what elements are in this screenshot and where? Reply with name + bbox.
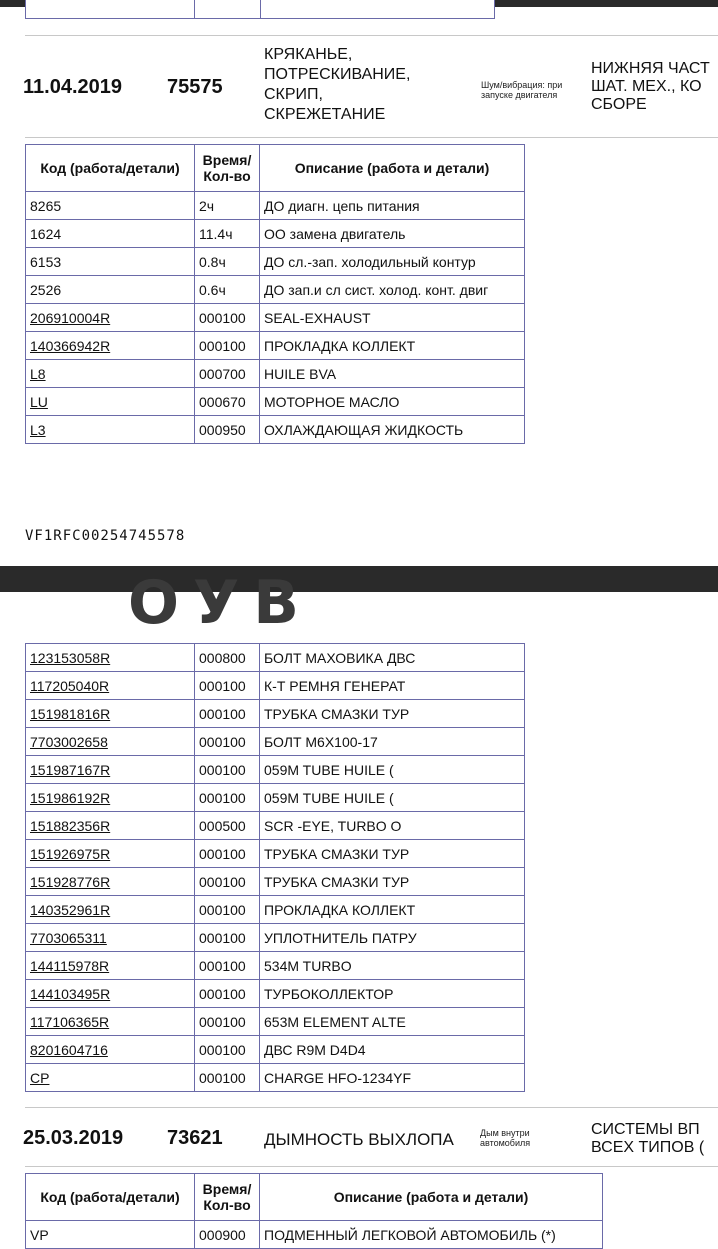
table-row xyxy=(26,304,525,332)
row-qty: 000100 xyxy=(195,728,260,756)
table-row xyxy=(26,388,525,416)
part-code-link[interactable]: 144115978R xyxy=(30,957,110,974)
row-desc: SEAL-EXHAUST xyxy=(260,304,525,332)
entry-system: НИЖНЯЯ ЧАСТ ШАТ. МЕХ., КО СБОРЕ xyxy=(591,60,710,113)
row-qty: 000500 xyxy=(195,812,260,840)
table-row xyxy=(26,192,525,220)
row-desc: ТРУБКА СМАЗКИ ТУР xyxy=(260,868,525,896)
row-qty: 000100 xyxy=(195,952,260,980)
row-desc: SCR -EYE, TURBO O xyxy=(260,812,525,840)
row-desc: ПОДМЕННЫЙ ЛЕГКОВОЙ АВТОМОБИЛЬ (*) xyxy=(260,1221,603,1249)
table-row xyxy=(26,1064,525,1092)
part-code-link[interactable]: 151987167R xyxy=(30,761,111,778)
part-code-link[interactable]: 206910004R xyxy=(30,309,111,326)
table-row xyxy=(26,1221,603,1249)
table-row xyxy=(26,644,525,672)
row-qty: 000700 xyxy=(195,360,260,388)
row-code: 8265 xyxy=(26,192,195,220)
row-qty: 0.8ч xyxy=(195,248,260,276)
vin-number: VF1RFC00254745578 xyxy=(25,528,186,544)
table-row xyxy=(26,1008,525,1036)
table-row xyxy=(26,868,525,896)
row-desc: ПРОКЛАДКА КОЛЛЕКТ xyxy=(260,896,525,924)
table-row xyxy=(26,416,525,444)
part-code-link[interactable]: 151926975R xyxy=(30,845,111,862)
row-qty: 000900 xyxy=(195,1221,260,1249)
part-code-link[interactable]: 7703065311 xyxy=(30,929,107,946)
table-row xyxy=(26,1036,525,1064)
entry-date: 25.03.2019 xyxy=(23,1127,124,1149)
part-code-link[interactable]: 140352961R xyxy=(30,901,111,918)
row-desc: 059M TUBE HUILE ( xyxy=(260,784,525,812)
table-row xyxy=(26,248,525,276)
table-row xyxy=(26,924,525,952)
row-qty: 000100 xyxy=(195,672,260,700)
table-row xyxy=(26,276,525,304)
row-code: VP xyxy=(26,1221,195,1249)
part-code-link[interactable]: L3 xyxy=(30,421,46,438)
col-header-time: Время/ Кол-во xyxy=(195,1174,260,1221)
row-qty: 000100 xyxy=(195,1008,260,1036)
table-row xyxy=(26,952,525,980)
row-qty: 000100 xyxy=(195,980,260,1008)
entry-system: СИСТЕМЫ ВП ВСЕХ ТИПОВ ( xyxy=(591,1121,705,1156)
part-code-link[interactable]: LU xyxy=(30,393,48,410)
part-code-link[interactable]: 151986192R xyxy=(30,789,111,806)
parts-table xyxy=(25,144,525,444)
row-desc: БОЛТ МАХОВИКА ДВС xyxy=(260,644,525,672)
row-desc: ПРОКЛАДКА КОЛЛЕКТ xyxy=(260,332,525,360)
col-header-code: Код (работа/детали) xyxy=(26,145,195,192)
entry-number: 75575 xyxy=(167,76,223,98)
part-code-link[interactable]: 140366942R xyxy=(30,337,111,354)
parts-table xyxy=(25,1173,603,1249)
row-desc: БОЛТ М6Х100-17 xyxy=(260,728,525,756)
parts-table-continued xyxy=(25,643,525,1092)
separator xyxy=(25,1107,718,1108)
table-row xyxy=(26,728,525,756)
row-desc: УПЛОТНИТЕЛЬ ПАТРУ xyxy=(260,924,525,952)
watermark: ОУВ xyxy=(128,568,313,638)
row-qty: 000100 xyxy=(195,1064,260,1092)
table-row xyxy=(26,756,525,784)
part-code-link[interactable]: 151981816R xyxy=(30,705,111,722)
row-desc: 653M ELEMENT ALTE xyxy=(260,1008,525,1036)
part-code-link[interactable]: 151882356R xyxy=(30,817,111,834)
separator xyxy=(25,137,718,138)
table-row xyxy=(26,672,525,700)
table-row xyxy=(26,840,525,868)
row-qty: 000950 xyxy=(195,416,260,444)
row-desc: 534M TURBO xyxy=(260,952,525,980)
row-qty: 000100 xyxy=(195,1036,260,1064)
row-qty: 000100 xyxy=(195,868,260,896)
row-qty: 11.4ч xyxy=(195,220,260,248)
row-desc: ТРУБКА СМАЗКИ ТУР xyxy=(260,840,525,868)
col-header-code: Код (работа/детали) xyxy=(26,1174,195,1221)
part-code-link[interactable]: 7703002658 xyxy=(30,733,108,750)
row-code: 6153 xyxy=(26,248,195,276)
entry-note: Шум/вибрация: при запуске двигателя xyxy=(481,80,563,100)
row-desc: 059M TUBE HUILE ( xyxy=(260,756,525,784)
row-desc: ОХЛАЖДАЮЩАЯ ЖИДКОСТЬ xyxy=(260,416,525,444)
row-desc: ОО замена двигатель xyxy=(260,220,525,248)
row-code: 2526 xyxy=(26,276,195,304)
row-qty: 000100 xyxy=(195,756,260,784)
row-qty: 000100 xyxy=(195,896,260,924)
row-desc: ТУРБОКОЛЛЕКТОР xyxy=(260,980,525,1008)
row-qty: 000670 xyxy=(195,388,260,416)
table-row xyxy=(26,784,525,812)
row-qty: 000100 xyxy=(195,332,260,360)
part-code-link[interactable]: 151928776R xyxy=(30,873,111,890)
row-desc: ДО сл.-зап. холодильный контур xyxy=(260,248,525,276)
previous-table-fragment xyxy=(25,0,495,19)
part-code-link[interactable]: 123153058R xyxy=(30,649,111,666)
separator xyxy=(25,1166,718,1167)
page-divider xyxy=(0,566,718,638)
part-code-link[interactable]: 8201604716 xyxy=(30,1041,108,1058)
part-code-link[interactable]: 117106365R xyxy=(30,1013,110,1030)
part-code-link[interactable]: L8 xyxy=(30,365,46,382)
entry-date: 11.04.2019 xyxy=(23,76,122,98)
row-qty: 000800 xyxy=(195,644,260,672)
part-code-link[interactable]: 117205040R xyxy=(30,677,110,694)
separator xyxy=(25,35,718,36)
row-desc: ДО диагн. цепь питания xyxy=(260,192,525,220)
part-code-link[interactable]: CP xyxy=(30,1069,50,1086)
col-header-desc: Описание (работа и детали) xyxy=(260,1174,603,1221)
row-qty: 000100 xyxy=(195,840,260,868)
col-header-time: Время/ Кол-во xyxy=(195,145,260,192)
row-desc: МОТОРНОЕ МАСЛО xyxy=(260,388,525,416)
table-row xyxy=(26,980,525,1008)
row-code: 1624 xyxy=(26,220,195,248)
row-desc: CHARGE HFO-1234YF xyxy=(260,1064,525,1092)
entry-symptom: ДЫМНОСТЬ ВЫХЛОПА xyxy=(264,1130,454,1149)
row-qty: 000100 xyxy=(195,700,260,728)
row-desc: HUILE BVA xyxy=(260,360,525,388)
row-qty: 0.6ч xyxy=(195,276,260,304)
entry-number: 73621 xyxy=(167,1127,223,1149)
table-row xyxy=(26,360,525,388)
table-row xyxy=(26,220,525,248)
row-qty: 000100 xyxy=(195,304,260,332)
entry-symptom: КРЯКАНЬЕ, ПОТРЕСКИВАНИЕ, СКРИП, СКРЕЖЕТАНИЕ xyxy=(264,46,411,123)
row-qty: 2ч xyxy=(195,192,260,220)
row-desc: ТРУБКА СМАЗКИ ТУР xyxy=(260,700,525,728)
table-row xyxy=(26,332,525,360)
table-row xyxy=(26,700,525,728)
row-desc: К-Т РЕМНЯ ГЕНЕРАТ xyxy=(260,672,525,700)
col-header-desc: Описание (работа и детали) xyxy=(260,145,525,192)
table-row xyxy=(26,812,525,840)
row-qty: 000100 xyxy=(195,924,260,952)
table-row xyxy=(26,896,525,924)
part-code-link[interactable]: 144103495R xyxy=(30,985,111,1002)
row-desc: ДВС R9M D4D4 xyxy=(260,1036,525,1064)
row-desc: ДО зап.и сл сист. холод. конт. двиг xyxy=(260,276,525,304)
row-qty: 000100 xyxy=(195,784,260,812)
entry-note: Дым внутри автомобиля xyxy=(480,1128,531,1148)
